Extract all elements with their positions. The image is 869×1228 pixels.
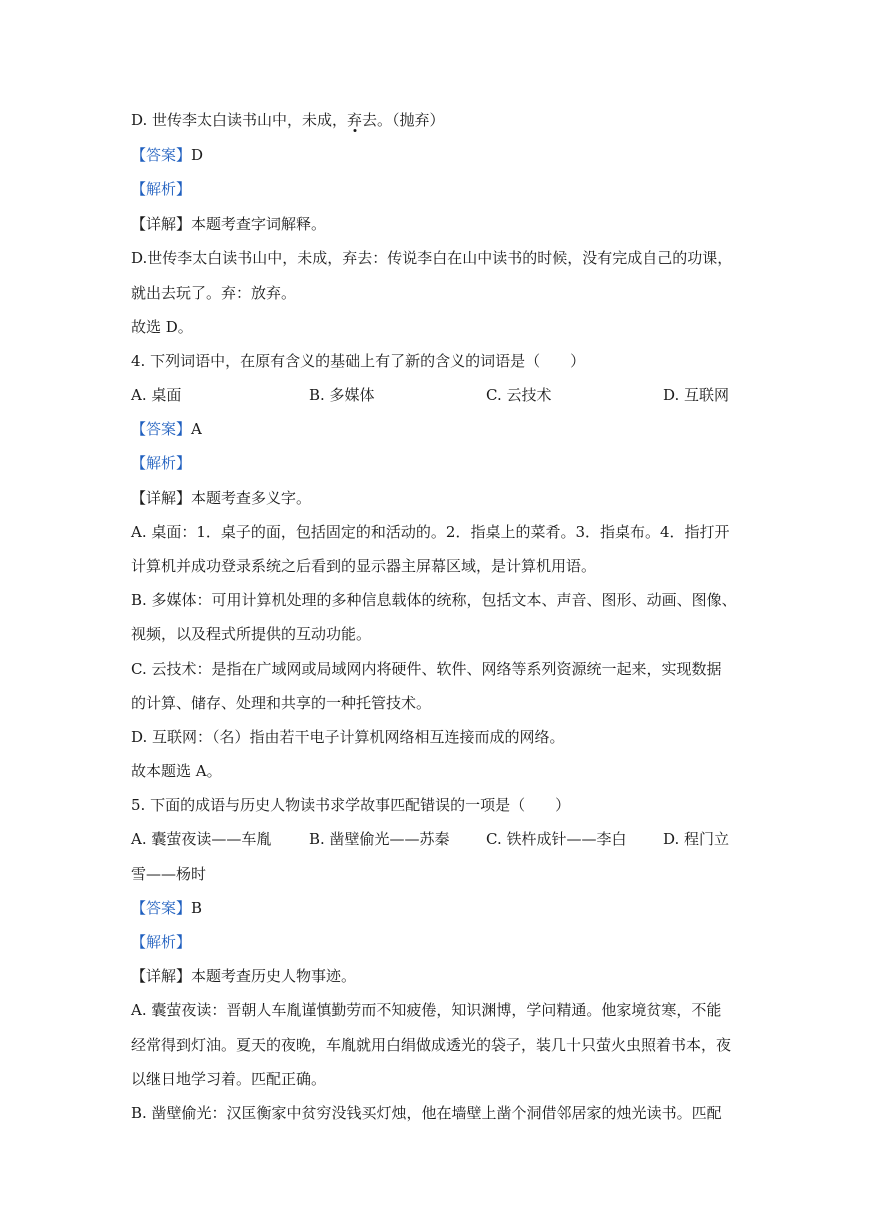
q3-answer: 【答案】D [131, 146, 204, 164]
q3-explain-line: 就出去玩了。弃：放弃。 [131, 284, 297, 302]
q3-conclusion: 故选 D。 [131, 318, 193, 336]
q3-option-d: D. 世传李太白读书山中，未成，弃去。（抛弃） [131, 111, 445, 129]
q4-explain-line: 的计算、储存、处理和共享的一种托管技术。 [131, 694, 432, 712]
q5-option-d: D. 程门立 [663, 830, 730, 848]
q3-detail: 【详解】本题考查字词解释。 [131, 215, 327, 233]
q4-explain-line: D. 互联网：（名）指由若干电子计算机网络相互连接而成的网络。 [131, 728, 565, 746]
q5-option-c: C. 铁杵成针——李白 [486, 830, 627, 848]
q5-option-b: B. 凿壁偷光——苏秦 [309, 830, 450, 848]
q5-explain-line: A. 囊萤夜读：晋朝人车胤谨慎勤劳而不知疲倦，知识渊博，学问精通。他家境贫寒，不能 [131, 1001, 722, 1019]
q4-explain-line: A. 桌面：1．桌子的面，包括固定的和活动的。2．指桌上的菜肴。3．指桌布。4．指打开 [131, 523, 730, 541]
q4-analysis-label: 【解析】 [131, 454, 192, 472]
q5-stem: 5. 下面的成语与历史人物读书求学故事匹配错误的一项是（ ） [131, 796, 571, 814]
q5-option-d-cont: 雪——杨时 [131, 865, 207, 883]
q3-analysis-label: 【解析】 [131, 180, 192, 198]
q4-option-d: D. 互联网 [663, 386, 730, 404]
q4-answer: 【答案】A [131, 420, 202, 438]
q3-explain-line: D.世传李太白读书山中，未成，弃去：传说李白在山中读书的时候，没有完成自己的功课， [131, 249, 733, 267]
q4-explain-line: 计算机并成功登录系统之后看到的显示器主屏幕区域，是计算机用语。 [131, 557, 597, 575]
q5-analysis-label: 【解析】 [131, 933, 192, 951]
q5-explain-line: 经常得到灯油。夏天的夜晚，车胤就用白绢做成透光的袋子，装几十只萤火虫照着书本，夜 [131, 1036, 732, 1054]
q5-option-a: A. 囊萤夜读——车胤 [131, 830, 272, 848]
q5-explain-line: 以继日地学习着。匹配正确。 [131, 1070, 327, 1088]
q4-option-c: C. 云技术 [486, 386, 552, 404]
emphasized-char: 弃 [347, 111, 363, 129]
q4-conclusion: 故本题选 A。 [131, 762, 222, 780]
q4-explain-line: C. 云技术：是指在广域网或局域网内将硬件、软件、网络等系列资源统一起来，实现数据 [131, 660, 722, 678]
q4-explain-line: 视频，以及程式所提供的互动功能。 [131, 625, 372, 643]
q5-answer: 【答案】B [131, 899, 203, 917]
q5-explain-line: B. 凿壁偷光：汉匡衡家中贫穷没钱买灯烛，他在墙壁上凿个洞借邻居家的烛光读书。匹配 [131, 1104, 722, 1122]
q4-option-a: A. 桌面 [131, 386, 182, 404]
q5-detail: 【详解】本题考查历史人物事迹。 [131, 967, 357, 985]
q4-stem: 4. 下列词语中，在原有含义的基础上有了新的含义的词语是（ ） [131, 352, 586, 370]
q4-explain-line: B. 多媒体：可用计算机处理的多种信息载体的统称，包括文本、声音、图形、动画、图像、 [131, 591, 737, 609]
q4-option-b: B. 多媒体 [309, 386, 375, 404]
q4-detail: 【详解】本题考查多义字。 [131, 489, 312, 507]
